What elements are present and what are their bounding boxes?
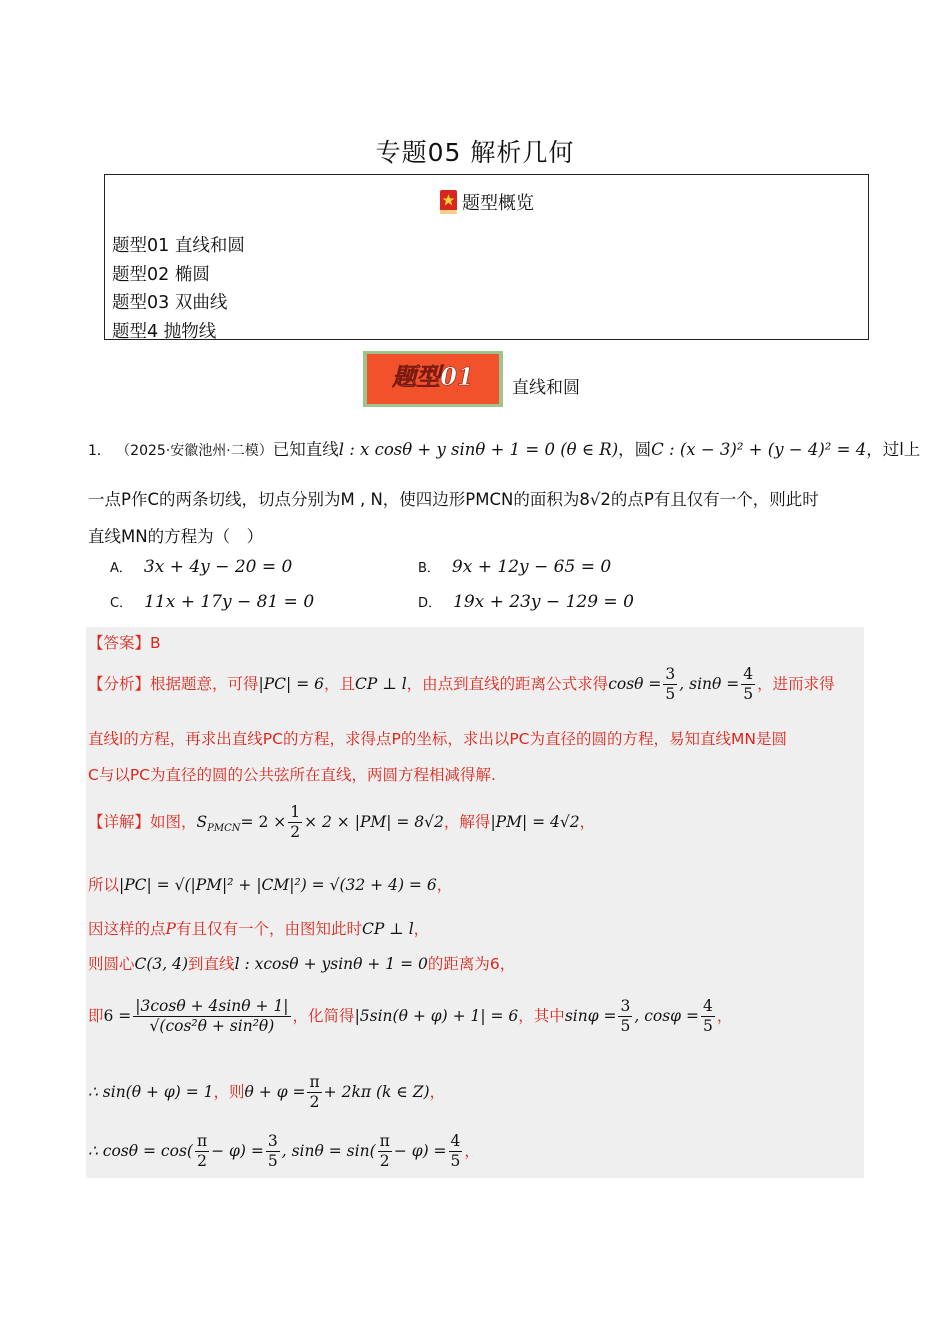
analysis-text: ，且	[323, 675, 355, 693]
overview-list	[112, 232, 245, 346]
math: P	[165, 920, 176, 938]
frac-num: π	[379, 1132, 390, 1150]
page-title: 专题05 解析几何	[375, 138, 575, 167]
overview-heading-text: 题型概览	[462, 193, 534, 214]
math: + 2kπ (k ∈ Z)	[323, 1083, 430, 1101]
fraction	[133, 997, 290, 1036]
detail-tag: 【详解】	[88, 813, 151, 831]
detail-text: ，解得	[443, 813, 491, 831]
detail-text: 即	[88, 1007, 104, 1025]
overview-box	[104, 174, 869, 340]
question-text: 已知直线	[272, 440, 339, 459]
fraction	[307, 1073, 321, 1112]
detail-text: 的距离为6，	[427, 955, 516, 973]
answer-line: 【答案】B	[88, 634, 161, 652]
fraction	[378, 1132, 392, 1171]
question-text: l上	[899, 440, 921, 459]
overview-item[interactable]: 题型4 抛物线	[112, 321, 217, 342]
detail-line-5	[88, 997, 732, 1036]
overview-heading	[105, 189, 868, 215]
detail-text: ，	[413, 920, 430, 938]
frac-den: 5	[450, 1152, 461, 1170]
analysis-text: ，由点到直线的距离公式求得	[406, 675, 609, 693]
detail-text: 则圆心	[88, 955, 135, 973]
math: |PC| = √(|PM|² + |CM|²) = √(32 + 4) = 6	[119, 876, 437, 894]
option-label: D．	[418, 596, 442, 611]
math: × 2 × |PM| = 8√2	[304, 813, 444, 831]
overview-item[interactable]: 题型03 双曲线	[112, 293, 228, 313]
detail-text: ，	[716, 1007, 733, 1025]
option-d[interactable]	[418, 592, 634, 612]
detail-text: 如图，	[150, 813, 197, 831]
analysis-line-3: C与以PC为直径的圆的公共弦所在直线，两圆方程相减得解.	[88, 766, 496, 784]
frac-num: π	[196, 1132, 208, 1150]
fraction	[449, 1132, 463, 1171]
frac-den: 5	[702, 1017, 713, 1035]
question-text: ，过	[866, 440, 900, 459]
detail-text: ，其中	[518, 1007, 565, 1025]
detail-text: 所以	[88, 876, 120, 894]
question-text: ，圆	[618, 440, 652, 459]
answer-panel	[86, 627, 864, 1178]
math: l : xcosθ + ysinθ + 1 = 0	[234, 955, 428, 973]
math: = 2 ×	[240, 813, 287, 831]
question-number: 1．	[88, 443, 111, 459]
math: − φ) =	[393, 1142, 447, 1160]
frac-den: 2	[197, 1152, 207, 1170]
frac-num: 4	[702, 997, 713, 1015]
detail-text: 到直线	[188, 955, 235, 973]
detail-line-7	[88, 1132, 480, 1171]
math: − φ) =	[211, 1142, 264, 1160]
detail-text: ，	[429, 1083, 446, 1101]
frac-num: 3	[267, 1132, 278, 1150]
math: sinφ =	[564, 1007, 617, 1025]
banner-label: 直线和圆	[512, 378, 580, 398]
math: |PC| = 6	[258, 675, 324, 693]
section-banner	[363, 351, 503, 407]
option-label: C．	[110, 596, 133, 611]
detail-text: ，	[464, 1142, 480, 1160]
option-c[interactable]	[110, 592, 314, 612]
math: 6 =	[103, 1007, 132, 1025]
math: ∴ cosθ = cos(	[88, 1142, 193, 1160]
frac-den: 5	[743, 685, 754, 703]
fraction	[288, 803, 302, 842]
math: CP ⊥ l	[354, 675, 407, 693]
analysis-text: ，进而求得	[757, 675, 835, 693]
math: C(3, 4)	[134, 955, 189, 973]
option-text: 19x + 23y − 129 = 0	[453, 592, 634, 612]
frac-num: |3cosθ + 4sinθ + 1|	[135, 997, 289, 1015]
detail-text: ，化简得	[292, 1007, 355, 1025]
detail-text: ，则	[213, 1083, 245, 1101]
fraction	[195, 1132, 209, 1171]
detail-text: ，	[579, 813, 596, 831]
math: θ + φ =	[244, 1083, 306, 1101]
option-label: A．	[110, 561, 132, 576]
math: , sinθ =	[679, 675, 740, 693]
detail-line-4	[88, 952, 515, 974]
math: ∴ sin(θ + φ) = 1	[88, 1083, 214, 1101]
frac-den: √(cos²θ + sin²θ)	[149, 1017, 275, 1035]
fraction	[663, 665, 677, 704]
frac-den: 2	[309, 1093, 320, 1111]
math: cosθ =	[608, 675, 662, 693]
math: S	[196, 813, 208, 831]
line-equation: l : x cosθ + y sinθ + 1 = 0 (θ ∈ R)	[338, 440, 619, 459]
math-subscript: PMCN	[207, 823, 241, 835]
math: , cosφ =	[634, 1007, 699, 1025]
math: CP ⊥ l	[361, 920, 414, 938]
option-text: 9x + 12y − 65 = 0	[451, 557, 612, 577]
frac-num: 4	[450, 1132, 461, 1150]
frac-den: 2	[290, 823, 301, 841]
frac-den: 5	[267, 1152, 278, 1170]
book-icon	[439, 189, 458, 215]
question-line-2: 一点P作C的两条切线，切点分别为M , N，使四边形PMCN的面积为8√2的点P有且仅有一个，则此时	[88, 490, 819, 509]
fraction	[701, 997, 715, 1036]
option-b[interactable]	[418, 557, 611, 577]
frac-num: 3	[665, 665, 676, 683]
detail-text: 有且仅有一个，由图知此时	[175, 920, 362, 938]
option-text: 3x + 4y − 20 = 0	[143, 557, 293, 577]
frac-den: 2	[379, 1152, 390, 1170]
frac-den: 5	[665, 685, 676, 703]
question-line-1	[88, 436, 920, 460]
detail-line-6	[88, 1073, 445, 1112]
frac-num: π	[309, 1073, 320, 1091]
frac-den: 5	[620, 1017, 631, 1035]
circle-equation: C : (x − 3)² + (y − 4)² = 4	[651, 440, 867, 459]
math: |PM| = 4√2	[490, 813, 580, 831]
overview-item[interactable]: 题型01 直线和圆	[112, 236, 245, 256]
fraction	[741, 665, 755, 704]
analysis-text: 根据题意，可得	[150, 675, 259, 693]
analysis-line-2: 直线l的方程，再求出直线PC的方程，求得点P的坐标，求出以PC为直径的圆的方程，易知直线MN是圆	[88, 730, 787, 748]
question-line-3: 直线MN的方程为（ ）	[88, 527, 264, 546]
frac-num: 4	[743, 665, 754, 683]
option-text: 11x + 17y − 81 = 0	[144, 592, 315, 612]
math: , sinθ = sin(	[281, 1142, 376, 1160]
frac-num: 1	[290, 803, 301, 821]
math: |5sin(θ + φ) + 1| = 6	[354, 1007, 519, 1025]
fraction	[266, 1132, 280, 1171]
overview-item[interactable]: 题型02 椭圆	[112, 264, 210, 285]
detail-line-2	[88, 873, 452, 895]
question-source: （2025·安徽池州·二模）	[116, 443, 273, 459]
option-a[interactable]	[110, 557, 292, 577]
detail-text: ，	[436, 876, 453, 894]
detail-line-3	[88, 917, 429, 939]
banner-badge-text: 题型01	[392, 362, 474, 391]
analysis-tag: 【分析】	[88, 675, 151, 693]
option-label: B．	[418, 561, 440, 576]
detail-text: 因这样的点	[88, 920, 166, 938]
analysis-line-1	[88, 665, 835, 704]
fraction	[618, 997, 632, 1036]
frac-num: 3	[620, 997, 631, 1015]
detail-line-1	[88, 803, 595, 842]
